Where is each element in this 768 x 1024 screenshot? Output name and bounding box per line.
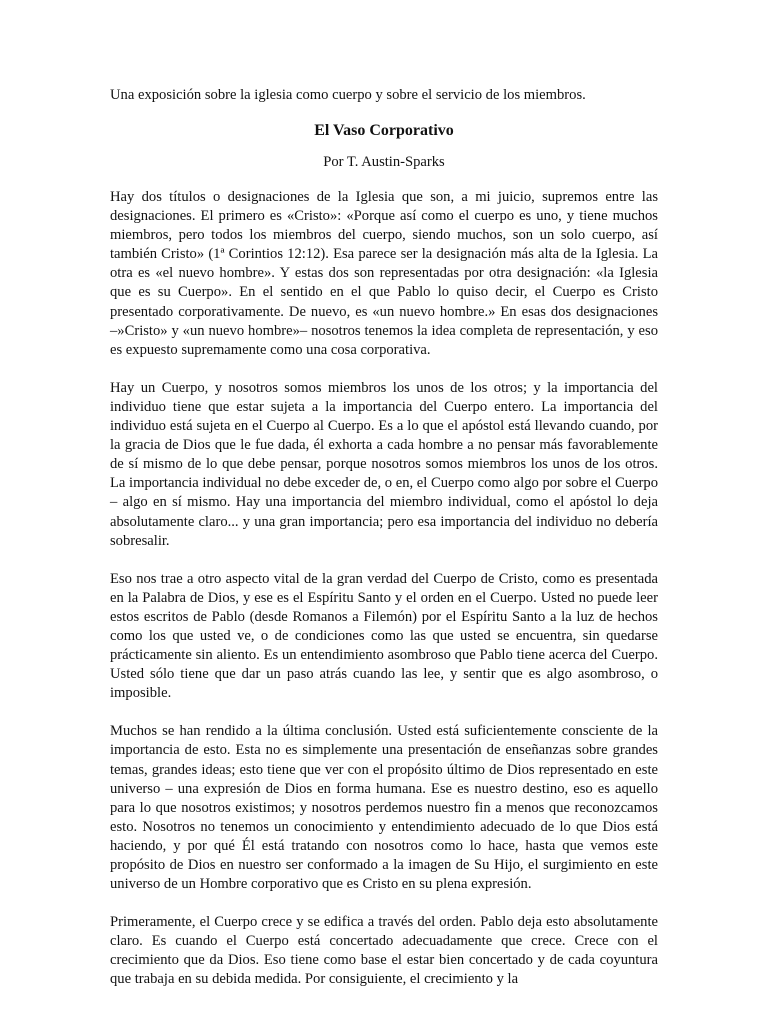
document-page (110, 86, 658, 1009)
paragraph-5: Primeramente, el Cuerpo crece y se edifica a través del orden. Pablo deja esto absolutamente claro. Es cuando el Cuerpo está concertado adecuadamente que crece. Crece con el crecimiento que da Dios. Eso tiene como base el estar bien concertado y de cada coyuntura que trabaja en su debida medida. Por consiguiente, el crecimiento y la (110, 914, 658, 988)
paragraph-1: Hay dos títulos o designaciones de la Iglesia que son, a mi juicio, supremos entre las designaciones. El primero es «Cristo»: «Porque así como el cuerpo es uno, y tiene muchos miembros, pero todos los miembros del cuerpo, siendo muchos, son un solo cuerpo, así también Cristo» (1ª Corintios 12:12). Esa parece ser la designación más alta de la Iglesia. La otra es «el nuevo hombre». Y estas dos son representadas por otra designación: «la Iglesia que es su Cuerpo». En el sentido en el que Pablo lo quiso decir, el Cuerpo es Cristo presentado corporativamente. De nuevo, es «un nuevo hombre.» En esas dos designaciones –»Cristo» y «un nuevo hombre»– nosotros tenemos la idea completa de representación, y eso es expuesto supremamente como una cosa corporativa. (110, 189, 658, 358)
document-author: Por T. Austin-Sparks (323, 154, 445, 170)
paragraph-2: Hay un Cuerpo, y nosotros somos miembros los unos de los otros; y la importancia del individuo tiene que estar sujeta a la importancia del Cuerpo entero. La importancia del individuo está sujeta en el Cuerpo al Cuerpo. Es a lo que el apóstol está llevando cuando, por la gracia de Dios que le fue dada, él exhorta a cada hombre a no pensar más favorablemente de sí mismo de lo que debe pensar, porque nosotros somos miembros los unos de los otros. La importancia individual no debe exceder de, o en, el Cuerpo como algo por sobre el Cuerpo – algo en sí mismo. Hay una importancia del miembro individual, como el apóstol lo deja absolutamente claro... y una gran importancia; pero esa importancia del individuo no debería sobresalir. (110, 379, 658, 549)
document-intro: Una exposición sobre la iglesia como cuerpo y sobre el servicio de los miembros. (110, 87, 586, 103)
document-body (110, 188, 658, 990)
document-title: El Vaso Corporativo (314, 122, 454, 139)
paragraph-4: Muchos se han rendido a la última conclusión. Usted está suficientemente consciente de la importancia de esto. Esta no es simplemente una presentación de enseñanzas sobre grandes temas, grandes ideas; esto tiene que ver con el propósito último de Dios representado en este universo – una expresión de Dios en forma humana. Ese es nuestro destino, eso es aquello para lo que nosotros existimos; y nosotros perdemos nuestro fin a menos que reconozcamos esto. Nosotros no tenemos un conocimiento y entendimiento adecuado de lo que Dios está haciendo, y por qué Él está tratando con nosotros como lo hace, hasta que vemos este propósito de Dios en nuestro ser conformado a la imagen de Su Hijo, el surgimiento en este universo de un Hombre corporativo que es Cristo en su plena expresión. (110, 723, 658, 893)
paragraph-3: Eso nos trae a otro aspecto vital de la gran verdad del Cuerpo de Cristo, como es presentada en la Palabra de Dios, y ese es el Espíritu Santo y el orden en el Cuerpo. Usted no puede leer estos escritos de Pablo (desde Romanos a Filemón) por el Espíritu Santo a la luz de hechos como los que usted ve, o de condiciones como las que usted se encuentra, sin quedarse prácticamente sin aliento. Es un entendimiento asombroso que Pablo tiene acerca del Cuerpo. Usted sólo tiene que dar un paso atrás cuando las lee, y sentir que es algo asombroso, o imposible. (110, 570, 658, 702)
